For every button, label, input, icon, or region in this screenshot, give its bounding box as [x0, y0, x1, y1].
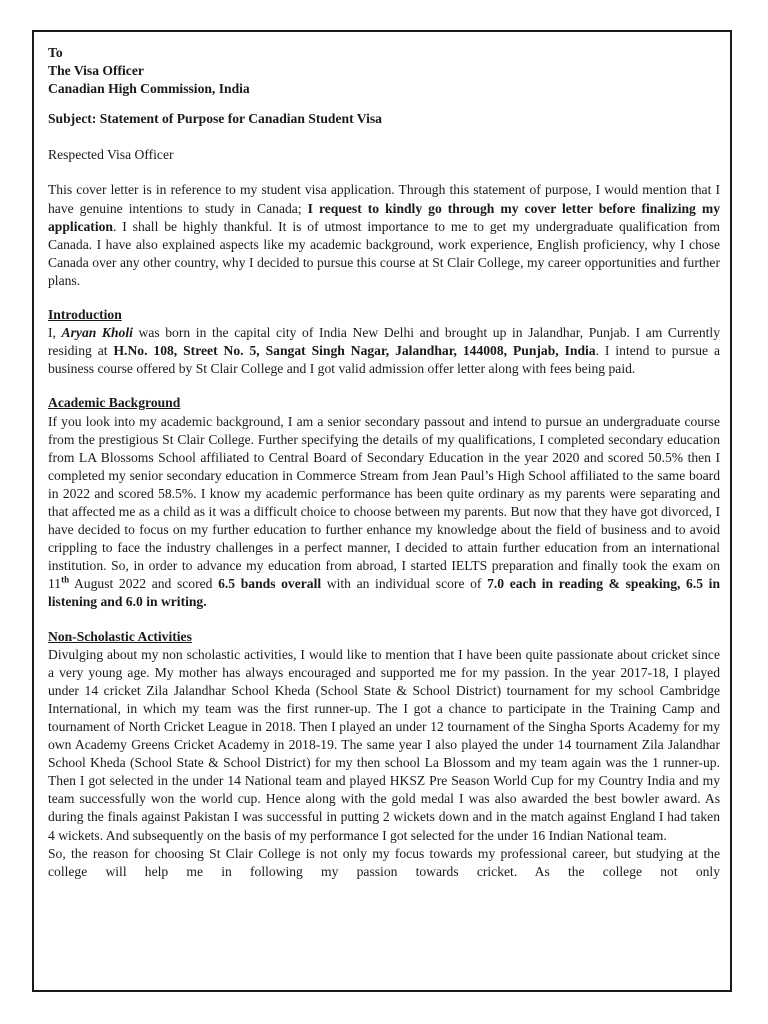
nonscholastic-paragraph: Divulging about my non scholastic activities, I would like to mention that I have been quite passionate about cricket since a very young age. My mother has always encouraged and supported me for my passion. In the year 2017-18, I played under 14 cricket Zila Jalandhar School Kheda (School State & School District) tournament for my school Cambridge International, in which my team was the first runner-up. The I got a chance to participate in the Training Camp and tournament of North Cricket League in 2018. Then I played an under 12 tournament of the Singha Sports Academy for my own Academy Greens Cricket Academy in 2018-19. The same year I also played the under 14 tournament Zila Jalandhar School Kheda (School State & School District) for my then school La Blossom and my team again was the 1 runner-up. Then I got selected in the under 14 National team and played HKSZ Pre Season World Cup for my Country India and my team successfully won the world cup. Hence along with the gold medal I was also awarded the best bowler award. As during the finals against Pakistan I was successful in putting 2 wickets down and in the match against England I had taken 4 wickets. And subsequently on the basis of my performance I got selected for the under 16 Indian National team. — [48, 646, 720, 843]
cover-text-2: . I shall be highly thankful. It is of utmost importance to me to get my undergraduate qualification from Canada. I have also explained aspects like my academic background, work experience, English proficiency, why I chose Canada over any other country, why I decided to pursue this course at St Clair College, my career opportunities and further plans. — [48, 218, 720, 288]
introduction-paragraph — [48, 324, 720, 378]
academic-text-1: If you look into my academic background, I am a senior secondary passout and intend to pursue an undergraduate course from the prestigious St Clair College. Further specifying the details of my qualifications, I completed secondary education from LA Blossoms School affiliated to Central Board of Secondary Education in the year 2020 and scored 50.5% then I completed my senior secondary education in Commerce Stream from Jean Paul’s High School affiliated to the same board in 2022 and scored 58.5%. I know my academic performance has been quite ordinary as my parents were separating and that affected me as a child as it was a difficult choice to choose between my parents. But now that they have got divorced, I have decided to focus on my further education to further enhance my knowledge about the field of business and to avoid crippling to face the industry challenges in a perfect manner, I decided to attain further education from an international institution. So, in order to advance my education from abroad, I started IELTS preparation and finally took the exam on 11 — [48, 413, 720, 592]
recipient-address — [48, 44, 720, 98]
heading-introduction: Introduction — [48, 307, 122, 323]
applicant-address: H.No. 108, Street No. 5, Sangat Singh Nagar, Jalandhar, 144008, Punjab, India — [113, 343, 596, 359]
subject-line: Subject: Statement of Purpose for Canadian Student Visa — [48, 111, 382, 127]
cover-request-bold: I request to kindly go through my cover letter before finalizing my application — [48, 200, 720, 234]
recipient-line-commission: Canadian High Commission, India — [48, 81, 250, 97]
heading-non-scholastic: Non-Scholastic Activities — [48, 628, 192, 644]
heading-academic-background: Academic Background — [48, 395, 181, 411]
applicant-name: Aryan Kholi — [61, 325, 133, 341]
intro-text-2: was born in the capital city of India New Delhi and brought up in Jalandhar, Punjab. I am Currently residing at — [48, 325, 720, 359]
academic-paragraph — [48, 413, 720, 612]
cover-paragraph — [48, 181, 720, 290]
recipient-line-to: To — [48, 45, 63, 60]
letter-page — [32, 30, 732, 992]
ielts-overall-score: 6.5 bands overall — [218, 576, 322, 592]
academic-text-2: August 2022 and scored — [69, 576, 219, 592]
recipient-line-officer: The Visa Officer — [48, 63, 144, 79]
letter-content — [48, 44, 720, 881]
intro-text-1: I, — [48, 325, 62, 341]
ielts-band-scores: 7.0 each in reading & speaking, 6.5 in listening and 6.0 in writing. — [48, 576, 720, 610]
college-choice-paragraph: So, the reason for choosing St Clair College is not only my focus towards my professional career, but studying at the college will help me in following my passion towards cricket. As the college not only — [48, 845, 720, 879]
cover-text-1: This cover letter is in reference to my student visa application. Through this statement of purpose, I would mention that I have genuine intentions to study in Canada; — [48, 182, 720, 216]
intro-text-3: . I intend to pursue a business course offered by St Clair College and I got valid admission offer letter along with fees being paid. — [48, 343, 721, 377]
date-superscript: th — [61, 574, 70, 585]
academic-text-3: with an individual score of — [321, 576, 488, 592]
salutation: Respected Visa Officer — [48, 147, 174, 163]
